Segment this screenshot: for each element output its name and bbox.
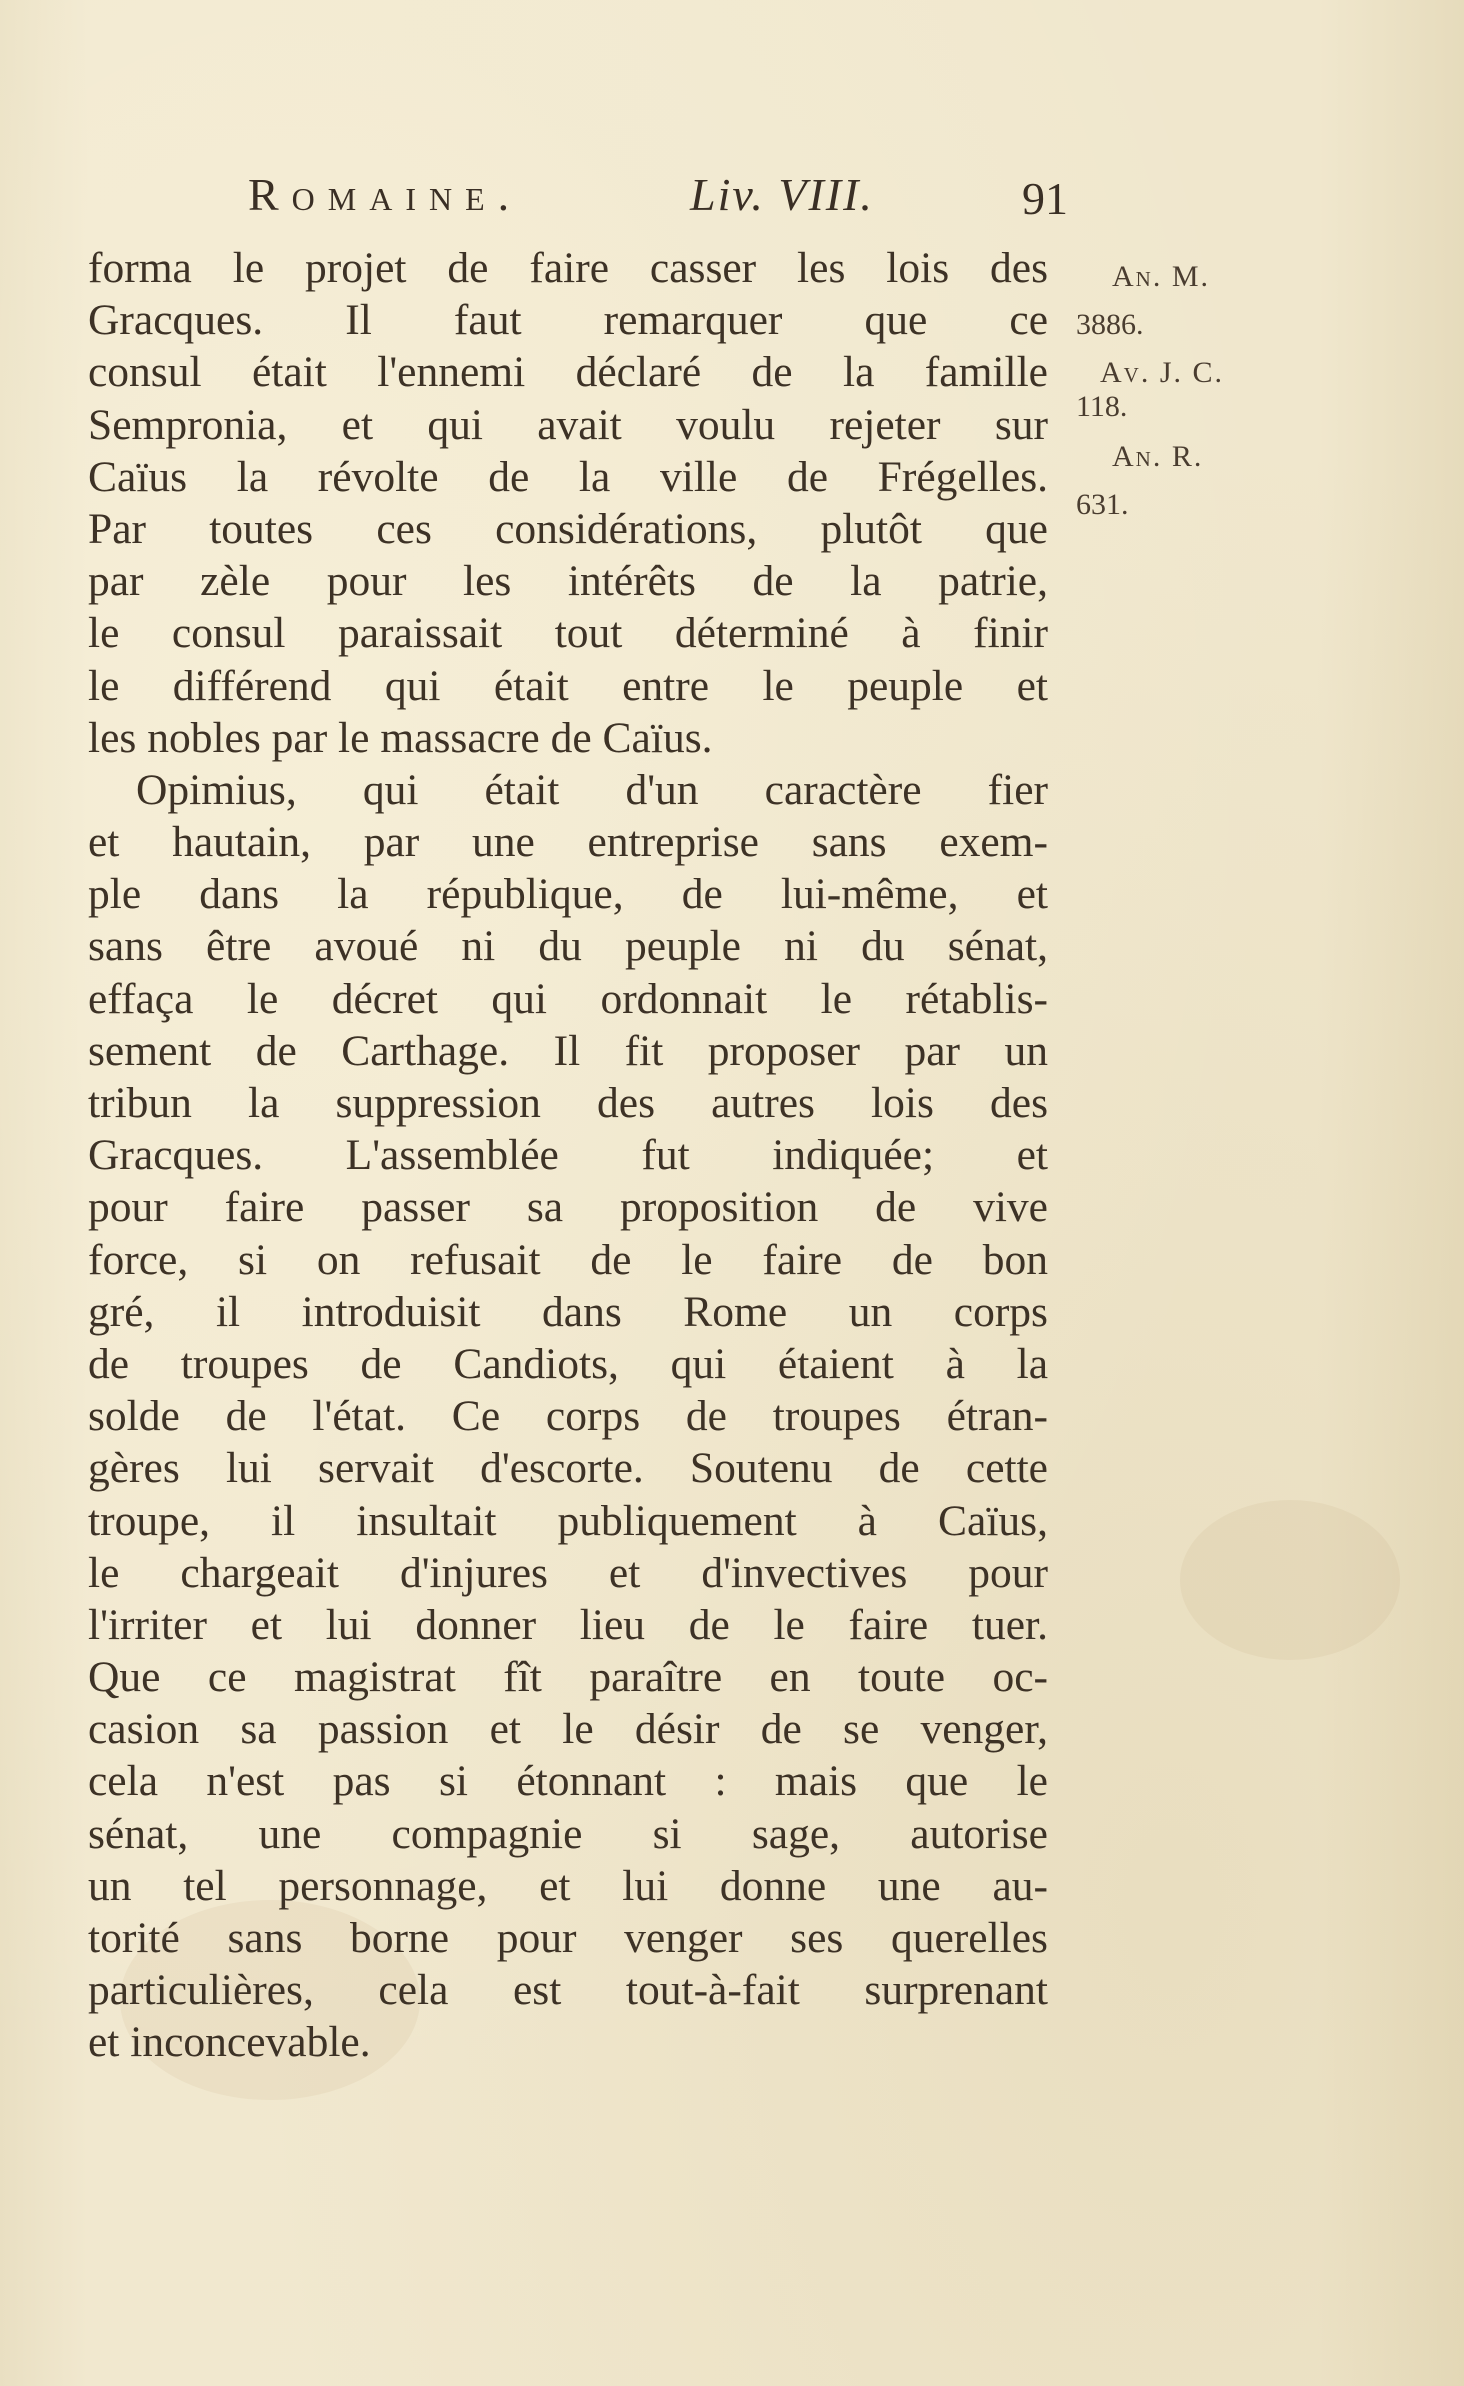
text-line: tribun la suppression des autres lois des [88, 1079, 1048, 1127]
text-line: Opimius, qui était d'un caractère fier [136, 765, 1048, 814]
text-line: sans être avoué ni du peuple ni du sénat, [88, 922, 1048, 971]
text-line: par zèle pour les intérêts de la patrie, [88, 557, 1048, 606]
running-book: Liv. VIII. [690, 169, 874, 220]
text-line: troupe, il insultait publiquement à Caïus, [88, 1496, 1048, 1545]
text-line: particulières, cela est tout-à-fait surprenant [88, 1966, 1048, 2015]
text-line: et inconcevable. [88, 2018, 371, 2067]
margin-note-year-world-value: 3886. [1076, 308, 1144, 341]
text-line: effaça le décret qui ordonnait le rétablis- [88, 974, 1048, 1023]
text-line: le chargeait d'injures et d'invectives pour [88, 1548, 1048, 1597]
text-line: torité sans borne pour venger ses querelles [88, 1914, 1048, 1962]
text-line: solde de l'état. Ce corps de troupes étran- [88, 1392, 1048, 1441]
margin-note-year-bc: Av. J. C. [1100, 356, 1225, 389]
text-line: pour faire passer sa proposition de vive [88, 1183, 1048, 1232]
text-line: Que ce magistrat fît paraître en toute oc- [88, 1653, 1048, 1702]
text-line: Caïus la révolte de la ville de Frégelles. [88, 452, 1048, 501]
text-line: ple dans la république, de lui-même, et [88, 870, 1048, 919]
margin-note-year-world: An. M. [1112, 260, 1211, 293]
text-line: un tel personnage, et lui donne une au- [88, 1861, 1048, 1910]
text-line: Sempronia, et qui avait voulu rejeter sur [88, 400, 1048, 449]
text-line: sement de Carthage. Il fit proposer par un [88, 1026, 1048, 1075]
text-line: le consul paraissait tout déterminé à finir [88, 609, 1048, 658]
margin-note-year-bc-value: 118. [1076, 390, 1128, 423]
text-line: consul était l'ennemi déclaré de la famille [88, 348, 1048, 397]
text-line: casion sa passion et le désir de se venger, [88, 1705, 1048, 1754]
text-line: sénat, une compagnie si sage, autorise [88, 1809, 1048, 1858]
text-line: gré, il introduisit dans Rome un corps [88, 1287, 1048, 1336]
margin-note-year-rome: An. R. [1112, 440, 1204, 473]
text-line: Par toutes ces considérations, plutôt que [88, 504, 1048, 553]
text-line: de troupes de Candiots, qui étaient à la [88, 1339, 1048, 1388]
text-line: force, si on refusait de le faire de bon [88, 1235, 1048, 1284]
text-line: Gracques. L'assemblée fut indiquée; et [88, 1131, 1048, 1180]
paper-stain [1180, 1500, 1400, 1660]
text-line: l'irriter et lui donner lieu de le faire tuer. [88, 1600, 1048, 1649]
text-line: le différend qui était entre le peuple et [88, 661, 1048, 710]
text-line: gères lui servait d'escorte. Soutenu de cette [88, 1444, 1048, 1493]
text-line: cela n'est pas si étonnant : mais que le [88, 1757, 1048, 1806]
text-line: forma le projet de faire casser les lois des [88, 244, 1048, 292]
body-text [88, 242, 1058, 2069]
page-number: 91 [1022, 173, 1068, 224]
text-line: les nobles par le massacre de Caïus. [88, 713, 713, 762]
running-header [248, 168, 1068, 228]
margin-note-year-rome-value: 631. [1076, 488, 1129, 521]
text-line: et hautain, par une entreprise sans exem- [88, 818, 1048, 867]
text-line: Gracques. Il faut remarquer que ce [88, 296, 1048, 345]
running-title: Romaine. [248, 169, 523, 220]
